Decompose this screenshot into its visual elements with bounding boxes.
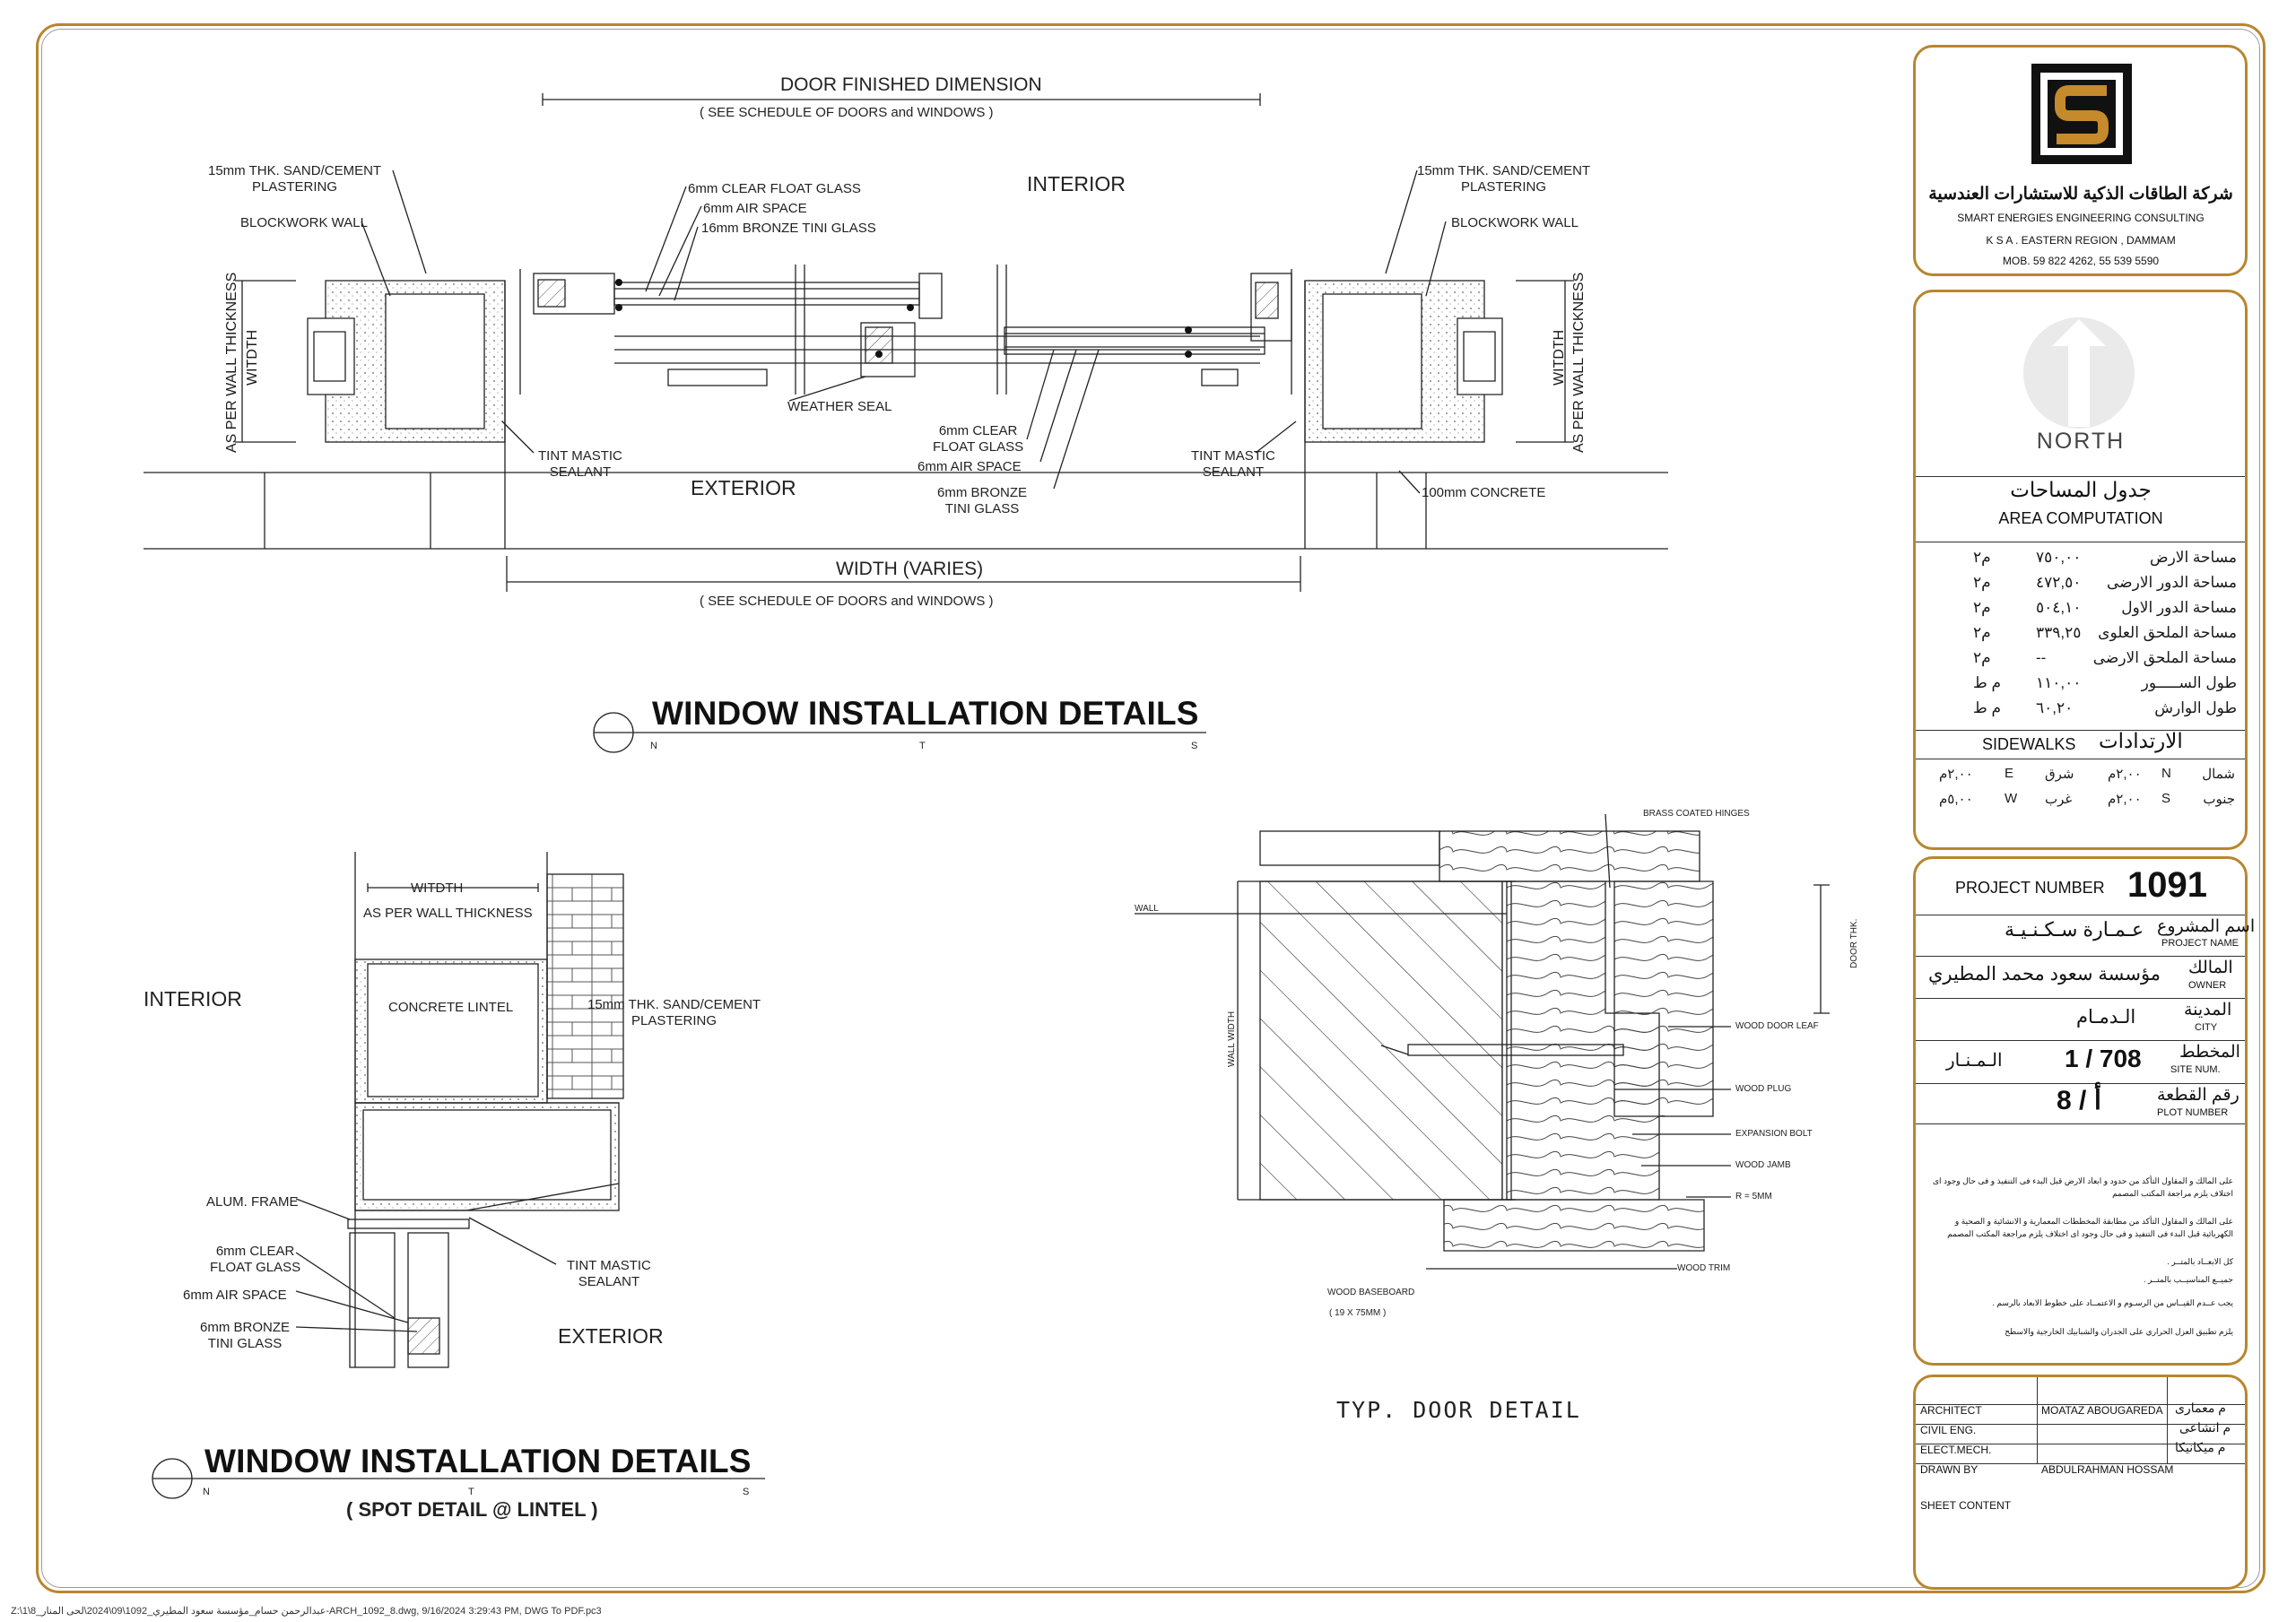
area-title-ar: جدول المساحات bbox=[2010, 478, 2152, 501]
setback-label: شرق bbox=[2045, 767, 2074, 782]
glass-air-label: 6mm AIR SPACE bbox=[703, 201, 807, 216]
exterior-label: EXTERIOR bbox=[691, 476, 796, 499]
credit-role: ELECT.MECH. bbox=[1920, 1444, 1992, 1456]
note-item: يجب عــدم القيــاس من الرسـوم و الاعتمــاد على خطوط الابعاد بالرسم . bbox=[1992, 1298, 2233, 1307]
plot-label-en: PLOT NUMBER bbox=[2157, 1107, 2229, 1118]
area-row-value: ٧٥٠,٠٠ bbox=[2036, 549, 2082, 566]
setback-dir: W bbox=[2005, 791, 2018, 806]
alum-frame-label: ALUM. FRAME bbox=[206, 1194, 299, 1210]
project-name: عـمـارة سـكـنـيـة bbox=[2005, 918, 2144, 941]
lintel-clear-label: 6mm CLEAR FLOAT GLASS bbox=[210, 1244, 301, 1275]
concrete-lintel-label: CONCRETE LINTEL bbox=[388, 1000, 514, 1015]
note-item: على المالك و المقاول التأكد من حدود و ابعاد الارض قبل البدء فى التنفيذ و فى حال وجود اى اختلاف يلزم مراجعة المكتب المصمم bbox=[1933, 1176, 2233, 1198]
door-thk-label: DOOR THK. bbox=[1849, 918, 1859, 968]
lintel-thickness-label: AS PER WALL THICKNESS bbox=[363, 906, 533, 921]
lintel-nts-n: N bbox=[203, 1487, 211, 1497]
area-row-unit: م٢ bbox=[1973, 574, 1991, 591]
note-item: جميــع المناسيــب بالمتــر . bbox=[2144, 1275, 2233, 1284]
area-row-label: طول الســـــور bbox=[2141, 674, 2237, 691]
interior-label: INTERIOR bbox=[1027, 172, 1126, 195]
area-title-en: AREA COMPUTATION bbox=[1998, 509, 2163, 527]
credit-role: CIVIL ENG. bbox=[1920, 1424, 1977, 1436]
site-number: 1 / 708 bbox=[2065, 1045, 2142, 1072]
nts-t: T bbox=[919, 741, 926, 751]
district-name: الـمـنـار bbox=[1946, 1051, 2003, 1071]
right-width-label: WITDTH bbox=[1552, 329, 1567, 386]
credit-role-ar: م معمارى bbox=[2175, 1401, 2226, 1415]
lintel-interior-label: INTERIOR bbox=[144, 987, 242, 1010]
expansion-bolt-label: EXPANSION BOLT bbox=[1735, 1129, 1813, 1139]
area-row-label: مساحة الدور الارضى bbox=[2107, 574, 2237, 591]
setback-value: ٥,٠٠م bbox=[1939, 792, 1973, 807]
right-plaster-label: 15mm THK. SAND/CEMENT PLASTERING bbox=[1417, 163, 1591, 195]
glass-clear-label: 6mm CLEAR FLOAT GLASS bbox=[688, 181, 861, 196]
note-item: على المالك و المقاول التأكد من مطابقة المخططات المعمارية و الانشائية و الصحية و الكهربائية قبل البدء فى التنفيذ و فى حال وجود اى اختلاف يلزم مراجعة المكتب المصمم bbox=[1947, 1217, 2233, 1238]
right-blockwork-label: BLOCKWORK WALL bbox=[1451, 215, 1578, 230]
setback-value: ٢,٠٠م bbox=[1939, 767, 1973, 782]
lintel-air-label: 6mm AIR SPACE bbox=[183, 1288, 287, 1303]
hinges-label: BRASS COATED HINGES bbox=[1643, 809, 1750, 819]
area-row-unit: م٢ bbox=[1973, 624, 1991, 641]
setback-row bbox=[1919, 762, 2242, 787]
radius-label: R = 5MM bbox=[1735, 1192, 1772, 1201]
mastic-left-label: TINT MASTIC SEALANT bbox=[538, 448, 622, 480]
area-row-label: مساحة الملحق الارضى bbox=[2092, 649, 2237, 666]
lintel-mastic-label: TINT MASTIC SEALANT bbox=[567, 1258, 651, 1289]
company-name-en: SMART ENERGIES ENGINEERING CONSULTING bbox=[1957, 212, 2205, 224]
setback-label: شمال bbox=[2202, 767, 2235, 782]
area-row bbox=[1919, 570, 2242, 595]
nts-n: N bbox=[650, 741, 658, 751]
nts-s: S bbox=[1191, 741, 1199, 751]
wood-trim-label: WOOD TRIM bbox=[1677, 1263, 1731, 1273]
bronze-glass-label: 6mm BRONZE TINI GLASS bbox=[937, 485, 1028, 516]
credit-role: ARCHITECT bbox=[1920, 1404, 1982, 1417]
company-name-ar: شركة الطاقات الذكية للاستشارات العندسية bbox=[1928, 185, 2233, 204]
area-row-label: مساحة الارض bbox=[2150, 549, 2237, 566]
city-name: الـدمـام bbox=[2076, 1007, 2136, 1028]
sheet-content-label: SHEET CONTENT bbox=[1920, 1499, 2012, 1512]
lintel-nts-s: S bbox=[743, 1487, 751, 1497]
credit-role-ar: م انشاعى bbox=[2179, 1420, 2231, 1435]
company-region: K S A . EASTERN REGION , DAMMAM bbox=[1986, 234, 2176, 247]
area-row-label: طول الوارش bbox=[2154, 699, 2237, 716]
city-label-en: CITY bbox=[2195, 1022, 2218, 1033]
setback-row bbox=[1919, 787, 2242, 812]
file-path-footer: Z:\1\8_عبدالرحمن حسام_مؤسسة سعود المطيري_1092\09\2024\لحى المنار-ARCH_1092_8.dwg, 9/16/2024 3:29:43 PM, DWG To PDF.pc3 bbox=[11, 1606, 602, 1617]
credit-name: MOATAZ ABOUGAREDA bbox=[2041, 1404, 2163, 1417]
lintel-nts-t: T bbox=[468, 1487, 475, 1497]
lintel-plaster-label: 15mm THK. SAND/CEMENT PLASTERING bbox=[587, 997, 761, 1028]
weather-seal-label: WEATHER SEAL bbox=[787, 399, 892, 414]
lintel-bronze-label: 6mm BRONZE TINI GLASS bbox=[200, 1320, 291, 1351]
area-row-value: -- bbox=[2036, 649, 2047, 666]
lintel-subtitle: ( SPOT DETAIL @ LINTEL ) bbox=[346, 1498, 598, 1521]
plot-label-ar: رقم القطعة bbox=[2157, 1086, 2239, 1105]
project-name-label-ar: اسم المشروع bbox=[2157, 917, 2256, 936]
area-row-value: ٤٧٢,٥٠ bbox=[2036, 574, 2082, 591]
setback-dir: E bbox=[2005, 766, 2014, 781]
mastic-right-label: TINT MASTIC SEALANT bbox=[1191, 448, 1275, 480]
sidewalks-en: SIDEWALKS bbox=[1982, 735, 2076, 753]
owner-name: مؤسسة سعود محمد المطيري bbox=[1928, 964, 2161, 984]
lintel-width-label: WITDTH bbox=[411, 880, 464, 896]
project-name-label-en: PROJECT NAME bbox=[2161, 938, 2239, 949]
area-row-value: ٥٠٤,١٠ bbox=[2036, 599, 2082, 616]
area-row bbox=[1919, 696, 2242, 721]
area-row bbox=[1919, 671, 2242, 696]
area-row bbox=[1919, 595, 2242, 620]
right-wall-thickness-label: AS PER WALL THICKNESS bbox=[1571, 272, 1587, 453]
area-row-label: مساحة الملحق العلوى bbox=[2098, 624, 2237, 641]
site-label-ar: المخطط bbox=[2179, 1043, 2240, 1062]
area-row-value: ٦٠,٢٠ bbox=[2036, 699, 2074, 716]
area-row bbox=[1919, 646, 2242, 671]
sidewalks-ar: الارتدادات bbox=[2099, 729, 2183, 752]
dim-width-note: ( SEE SCHEDULE OF DOORS and WINDOWS ) bbox=[700, 594, 994, 609]
project-number-label: PROJECT NUMBER bbox=[1955, 879, 2105, 897]
dim-finished-label: DOOR FINISHED DIMENSION bbox=[780, 74, 1042, 95]
concrete-label: 100mm CONCRETE bbox=[1422, 485, 1546, 500]
area-row-unit: م٢ bbox=[1973, 549, 1991, 566]
area-row-label: مساحة الدور الاول bbox=[2121, 599, 2237, 616]
area-row-unit: م ط bbox=[1973, 674, 2001, 691]
wood-jamb-label: WOOD JAMB bbox=[1735, 1160, 1791, 1170]
note-item: يلزم تطبيق العزل الحراري على الجدران والشبابيك الخارجية والاسطح bbox=[2005, 1327, 2233, 1336]
plot-number: 8 / أ bbox=[2057, 1086, 2102, 1115]
credit-name: ABDULRAHMAN HOSSAM bbox=[2041, 1463, 2174, 1476]
company-logo-icon bbox=[2028, 60, 2135, 168]
setback-label: غرب bbox=[2045, 792, 2073, 807]
lintel-title: WINDOW INSTALLATION DETAILS bbox=[204, 1443, 752, 1479]
dim-finished-note: ( SEE SCHEDULE OF DOORS and WINDOWS ) bbox=[700, 105, 994, 120]
left-plaster-label: 15mm THK. SAND/CEMENT PLASTERING bbox=[208, 163, 382, 195]
wall-label: WALL bbox=[1135, 904, 1159, 914]
lintel-exterior-label: EXTERIOR bbox=[558, 1324, 664, 1348]
setback-value: ٢,٠٠م bbox=[2108, 767, 2142, 782]
area-row-unit: م٢ bbox=[1973, 599, 1991, 616]
clear-float-label: 6mm CLEAR FLOAT GLASS bbox=[933, 423, 1024, 455]
setback-label: جنوب bbox=[2203, 792, 2235, 807]
baseboard-label: WOOD BASEBOARD bbox=[1327, 1288, 1415, 1297]
left-width-label: WITDTH bbox=[245, 329, 260, 386]
dim-width-label: WIDTH (VARIES) bbox=[836, 559, 984, 579]
baseboard-size-label: ( 19 X 75MM ) bbox=[1329, 1308, 1387, 1318]
setback-dir: S bbox=[2161, 791, 2171, 806]
area-row-unit: م ط bbox=[1973, 699, 2001, 716]
credit-role: DRAWN BY bbox=[1920, 1463, 1979, 1476]
north-arrow-icon bbox=[2016, 310, 2142, 436]
north-label: NORTH bbox=[2036, 429, 2126, 454]
left-blockwork-label: BLOCKWORK WALL bbox=[240, 215, 368, 230]
area-row bbox=[1919, 545, 2242, 570]
setback-value: ٢,٠٠م bbox=[2108, 792, 2142, 807]
door-leaf-label: WOOD DOOR LEAF bbox=[1735, 1021, 1819, 1031]
air-space-label: 6mm AIR SPACE bbox=[918, 459, 1022, 474]
area-row-value: ١١٠,٠٠ bbox=[2036, 674, 2082, 691]
setback-dir: N bbox=[2161, 766, 2171, 781]
note-item: كل الابعــاد بالمتــر . bbox=[2167, 1257, 2233, 1266]
city-label-ar: المدينة bbox=[2184, 1001, 2232, 1019]
site-label-en: SITE NUM. bbox=[2170, 1064, 2221, 1075]
project-number: 1091 bbox=[2127, 865, 2207, 905]
area-row-value: ٣٣٩,٢٥ bbox=[2036, 624, 2082, 641]
company-mobile: MOB. 59 822 4262, 55 539 5590 bbox=[2002, 255, 2160, 267]
owner-label-en: OWNER bbox=[2188, 980, 2227, 991]
glass-bronze-label: 16mm BRONZE TINI GLASS bbox=[701, 221, 876, 236]
area-row-unit: م٢ bbox=[1973, 649, 1991, 666]
window-details-title: WINDOW INSTALLATION DETAILS bbox=[652, 695, 1199, 732]
wall-width-label: WALL WIDTH bbox=[1227, 1010, 1237, 1067]
left-wall-thickness-label: AS PER WALL THICKNESS bbox=[224, 272, 239, 453]
wood-plug-label: WOOD PLUG bbox=[1735, 1084, 1792, 1094]
credit-role-ar: م ميكانيكا bbox=[2175, 1440, 2226, 1454]
door-detail-title: TYP. DOOR DETAIL bbox=[1336, 1397, 1581, 1423]
area-row bbox=[1919, 620, 2242, 646]
owner-label-ar: المالك bbox=[2188, 958, 2233, 977]
